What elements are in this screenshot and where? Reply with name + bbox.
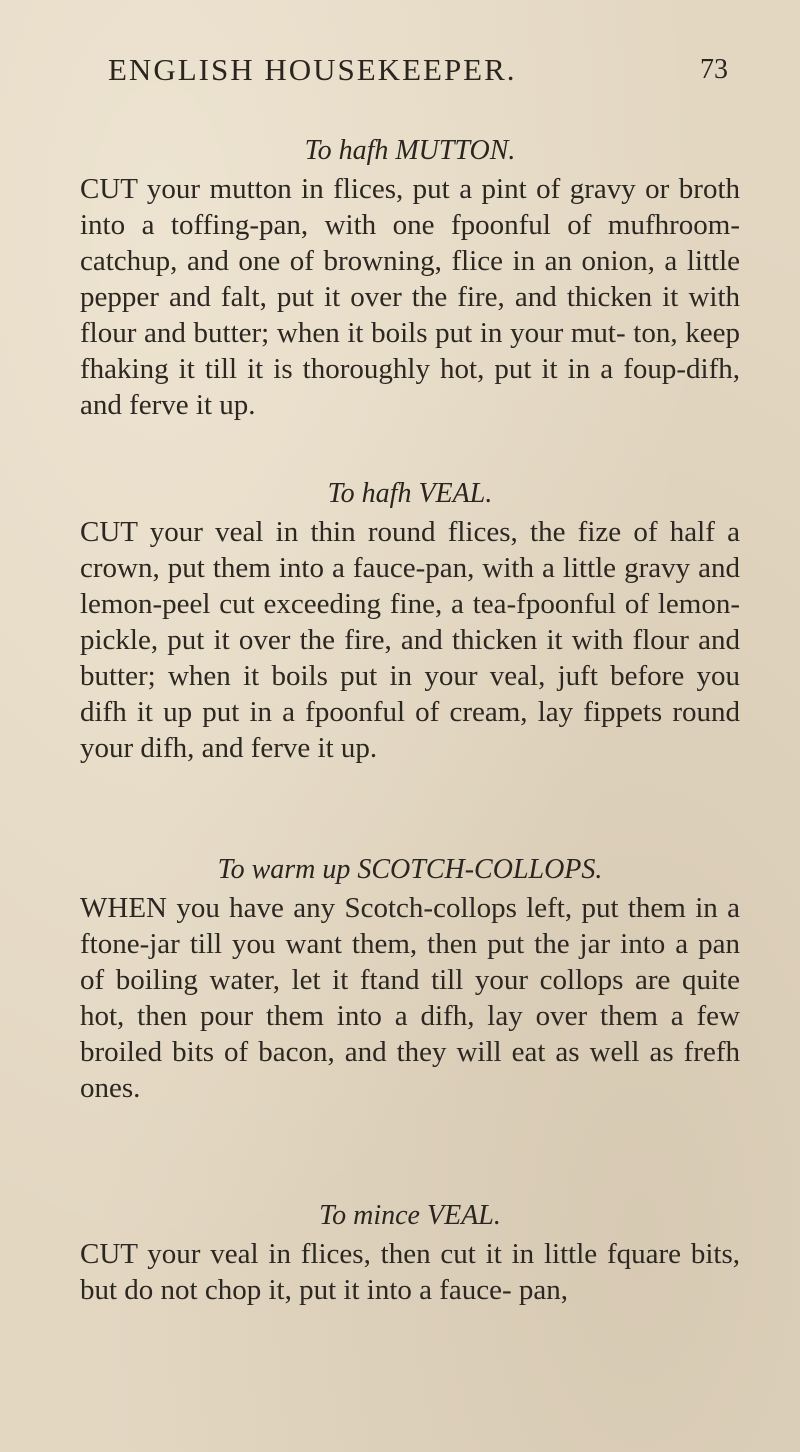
page-number: 73 — [700, 54, 728, 85]
recipe-title: To mince VEAL. — [319, 1200, 501, 1231]
recipe-text: CUT your mutton in flices, put a pint of gravy or broth into a toffing-pan, with one fpoonful of mufhroom-catchup, and one of browning, flice in an onion, a little pepper and falt, put it over the fire, and thicken it with flour and butter; when it boils put in your mut- ton, keep fhaking it till it is thoroughly hot, put it in a foup-difh, and ferve it up. — [80, 173, 740, 421]
recipe-title: To hafh MUTTON. — [304, 135, 516, 166]
recipe-hash-veal — [80, 478, 740, 766]
recipe-text: CUT your veal in flices, then cut it in little fquare bits, but do not chop it, put it into a fauce- pan, — [80, 1238, 740, 1306]
recipe-hash-mutton — [80, 135, 740, 423]
recipe-title: To warm up SCOTCH-COLLOPS. — [217, 854, 603, 885]
recipe-text: WHEN you have any Scotch-collops left, put them in a ftone-jar till you want them, then put the jar into a pan of boiling water, let it ftand till your collops are quite hot, then pour them into a difh, lay over them a few broiled bits of bacon, and they will eat as well as frefh ones. — [80, 892, 740, 1104]
recipe-mince-veal — [80, 1200, 740, 1308]
page-header — [108, 52, 728, 92]
recipe-warm-scotch-collops — [80, 854, 740, 1106]
recipe-text: CUT your veal in thin round flices, the fize of half a crown, put them into a fauce-pan, with a little gravy and lemon-peel cut exceeding fine, a tea-fpoonful of lemon-pickle, put it over the fire, and thicken it with flour and butter; when it boils put in your veal, juft before you difh it up put in a fpoonful of cream, lay fippets round your difh, and ferve it up. — [80, 516, 740, 764]
running-head: ENGLISH HOUSEKEEPER. — [108, 52, 517, 87]
recipe-title: To hafh VEAL. — [327, 478, 493, 509]
